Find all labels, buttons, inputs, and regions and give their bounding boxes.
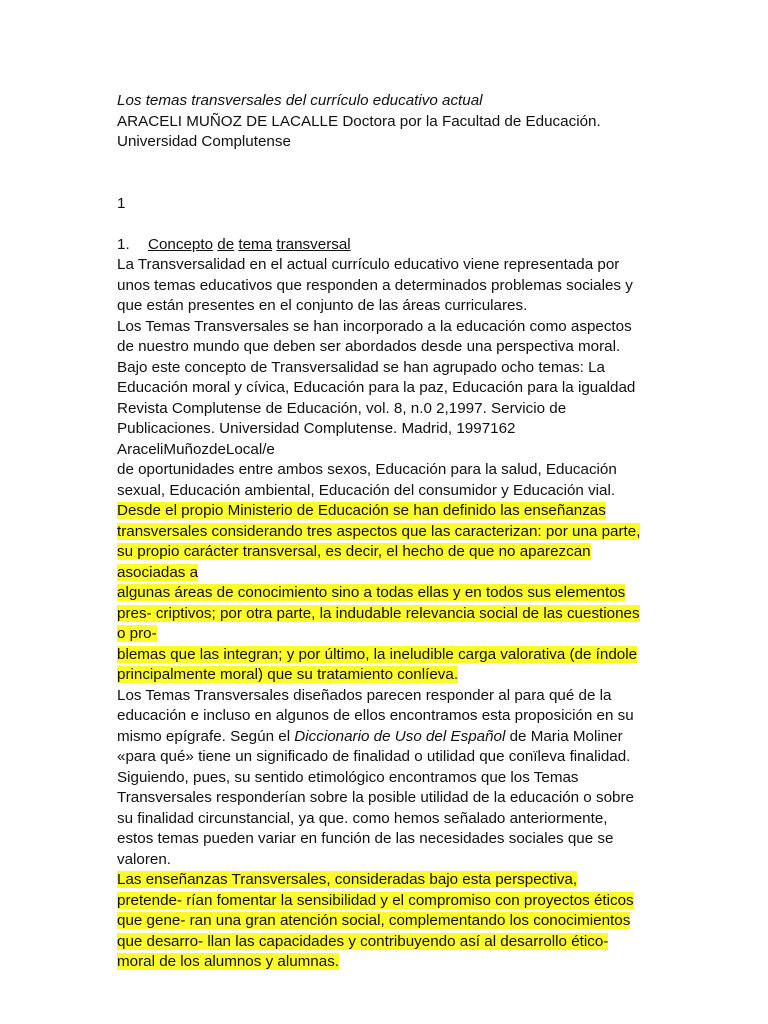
text-line — [117, 850, 757, 871]
highlighted-text-line — [117, 645, 757, 666]
highlight-mark: blemas que las integran; y por último, la ineludible carga valorativa (de índole — [117, 645, 638, 663]
text-segment: su finalidad circunstancial, ya que. como hemos señalado anteriormente, — [117, 809, 608, 827]
text-line — [117, 788, 757, 809]
highlighted-text-line — [117, 665, 757, 686]
text-line — [117, 686, 757, 707]
spacer — [117, 214, 757, 235]
section-word: tema — [238, 235, 273, 253]
text-line — [117, 399, 757, 420]
section-word: de — [217, 235, 235, 253]
text-line — [117, 276, 757, 297]
text-line — [117, 747, 757, 768]
highlighted-text-line — [117, 870, 757, 891]
highlight-mark: pres- criptivos; por otra parte, la indudable relevancia social de las cuestiones — [117, 604, 640, 622]
highlighted-text-line — [117, 542, 757, 563]
italic-book-title: Diccionario de Uso del Español — [294, 727, 506, 745]
highlight-mark: transversales considerando tres aspectos que las caracterizan: por una parte, — [117, 522, 641, 540]
text-segment: Transversales responderían sobre la posible utilidad de la educación o sobre — [117, 789, 634, 806]
highlighted-text-line — [117, 583, 757, 604]
highlighted-text-line — [117, 911, 757, 932]
section-word: transversal — [276, 235, 351, 253]
text-line — [117, 706, 757, 727]
text-segment: mismo epígrafe. Según el — [117, 727, 295, 745]
author-line: ARACELI MUÑOZ DE LACALLE Doctora por la Facultad de Educación. — [117, 112, 601, 130]
highlight-mark: moral de los alumnos y alumnas. — [117, 953, 340, 970]
highlight-mark: su propio carácter transversal, es decir, el hecho de que no aparezcan — [117, 543, 591, 560]
section-word: Concepto — [148, 235, 214, 253]
highlighted-text-line — [117, 952, 757, 973]
body-text — [117, 255, 757, 973]
text-segment: Bajo este concepto de Transversalidad se han agrupado ocho temas: La — [117, 358, 606, 376]
text-segment: Los Temas Transversales se han incorporado a la educación como aspectos — [117, 317, 632, 335]
text-segment: «para qué» tiene un significado de finalidad o utilidad que conïleva finalidad. — [117, 748, 631, 765]
text-segment: Los Temas Transversales diseñados parecen responder al para qué de la — [117, 686, 612, 704]
text-segment: valoren. — [117, 850, 172, 868]
section-number: 1. — [117, 235, 130, 253]
highlighted-text-line — [117, 501, 757, 522]
highlight-mark: que desarro- llan las capacidades y contribuyendo así al desarrollo ético- — [117, 932, 609, 950]
text-line — [117, 378, 757, 399]
text-segment: educación e incluso en algunos de ellos encontramos esta proposición en su — [117, 707, 634, 724]
text-segment: unos temas educativos que responden a determinados problemas sociales y — [117, 276, 633, 294]
text-segment: de oportunidades entre ambos sexos, Educación para la salud, Educación — [117, 461, 617, 478]
text-line — [117, 255, 757, 276]
highlight-mark: principalmente moral) que su tratamiento conlíeva. — [117, 666, 459, 683]
highlight-mark: que gene- ran una gran atención social, complementando los conocimientos — [117, 912, 631, 929]
text-line — [117, 460, 757, 481]
text-line — [117, 337, 757, 358]
highlight-mark: Las enseñanzas Transversales, consideradas bajo esta perspectiva, — [117, 871, 578, 888]
text-segment: de Maria Moliner — [505, 727, 623, 745]
highlight-mark: asociadas a — [117, 563, 199, 581]
text-segment: sexual, Educación ambiental, Educación del consumidor y Educación vial. — [117, 481, 616, 499]
text-segment: estos temas pueden variar en función de las necesidades sociales que se — [117, 830, 614, 847]
spacer — [117, 153, 757, 194]
text-segment: La Transversalidad en el actual currículo educativo viene representada por — [117, 256, 620, 273]
text-line — [117, 727, 757, 748]
text-line — [117, 440, 757, 461]
text-segment: Revista Complutense de Educación, vol. 8, n.0 2,1997. Servicio de — [117, 399, 567, 417]
text-line — [117, 358, 757, 379]
affiliation: Universidad Complutense — [117, 133, 291, 150]
highlighted-text-line — [117, 891, 757, 912]
text-line — [117, 768, 757, 789]
page-number: 1 — [117, 194, 126, 212]
highlight-mark: Desde el propio Ministerio de Educación se han definido las enseñanzas — [117, 502, 606, 519]
highlight-mark: o pro- — [117, 625, 157, 642]
text-segment: Educación moral y cívica, Educación para la paz, Educación para la igualdad — [117, 379, 636, 396]
text-segment: de nuestro mundo que deben ser abordados desde una perspectiva moral. — [117, 338, 621, 355]
highlight-mark: pretende- rían fomentar la sensibilidad y el compromiso con proyectos éticos — [117, 891, 634, 909]
text-line — [117, 829, 757, 850]
text-segment: Siguiendo, pues, su sentido etimológico encontramos que los Temas — [117, 768, 579, 786]
text-line — [117, 419, 757, 440]
text-line — [117, 317, 757, 338]
highlighted-text-line — [117, 563, 757, 584]
text-line — [117, 809, 757, 830]
text-line — [117, 481, 757, 502]
document-page — [117, 91, 757, 973]
highlighted-text-line — [117, 624, 757, 645]
section-heading — [117, 235, 757, 256]
text-segment: AraceliMuñozdeLocal/e — [117, 440, 275, 458]
text-line — [117, 296, 757, 317]
highlighted-text-line — [117, 932, 757, 953]
highlighted-text-line — [117, 522, 757, 543]
document-title: Los temas transversales del currículo educativo actual — [117, 92, 483, 109]
text-segment: Publicaciones. Universidad Complutense. Madrid, 1997162 — [117, 420, 516, 437]
text-segment: que están presentes en el conjunto de las áreas curriculares. — [117, 297, 528, 314]
highlight-mark: algunas áreas de conocimiento sino a todas ellas y en todos sus elementos — [117, 584, 626, 601]
highlighted-text-line — [117, 604, 757, 625]
